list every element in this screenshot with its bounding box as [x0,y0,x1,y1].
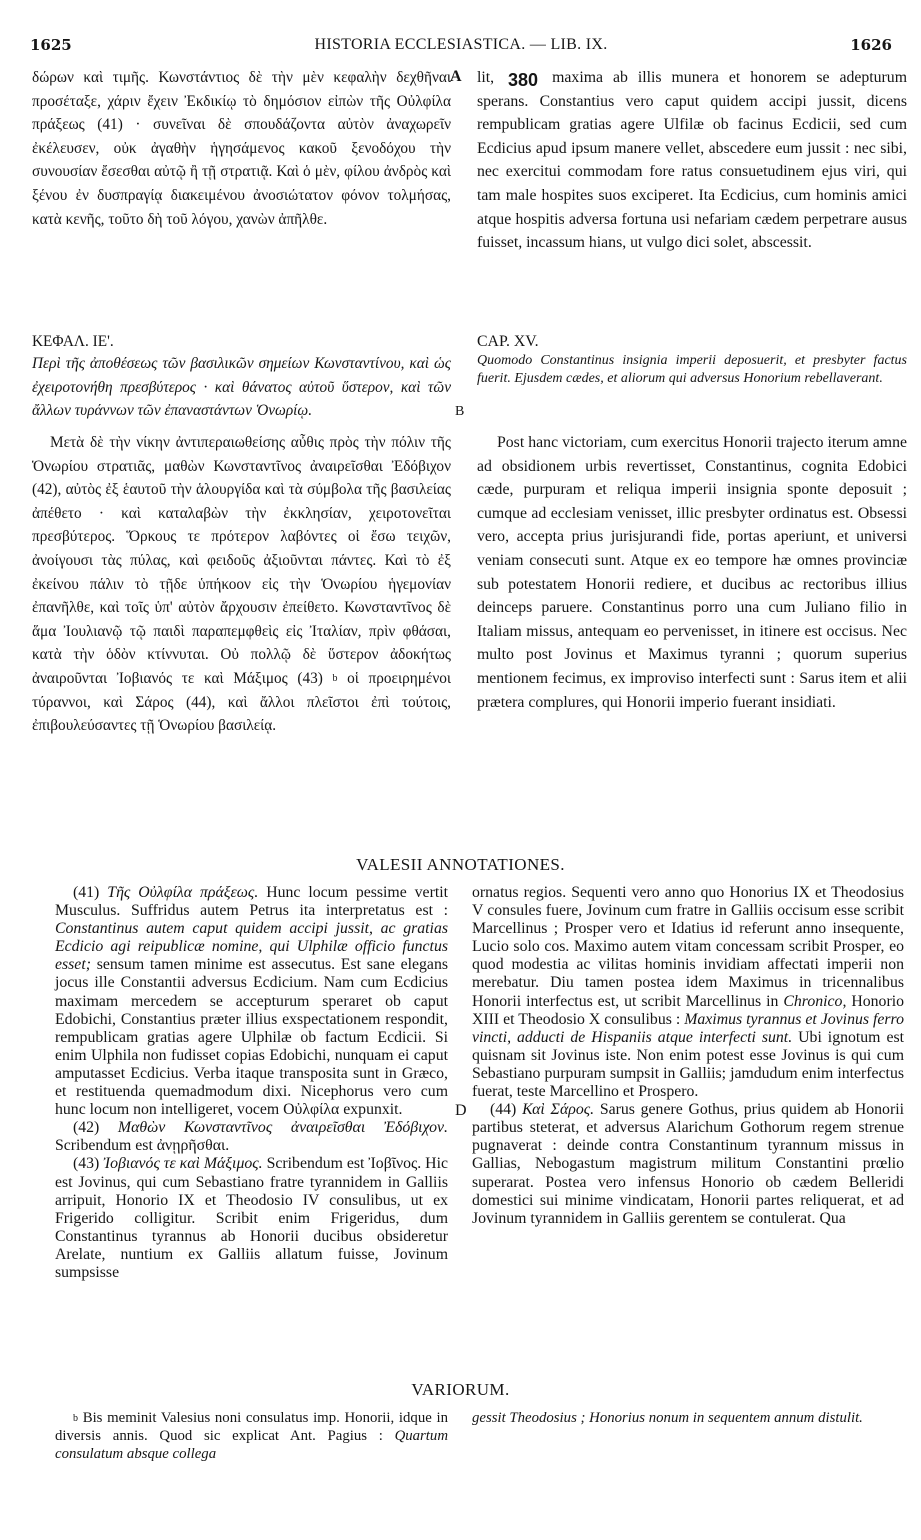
column-number-marker: 380 [508,70,539,90]
annotation-43-continued: ornatus regios. Sequenti vero anno quo Honorius IX et Theodosius V consules fuere, Jovinum cum fratre in Galliis occisum esse scribit Marcellinus ; Prosper vero et Idatius id referunt anno insequente, Lucio solo cos. Maximo autem vitam concessam scribit Prosper, eo quod modestia ac vilitas hominis invidiam affectati imperii non merebatur. Diu tamen postea idem Maximus in tricennalibus Honorii interfectus est, ut scribit Marcellinus in Chronico, Honorio XIII et Theodosio X consulibus : Maximus tyrannus et Jovinus ferro vincti, adducti de Hispaniis atque interfecti sunt. Ubi ignotum est quisnam sit Jovinus iste. Non enim potest esse Jovinus is qui cum Sebastiano purpuram sumpsit in Galliis; jamdudum enim interfectus fuerat, teste Marcellino et Prospero. [472,884,904,1101]
margin-mark-a: A [450,68,462,85]
margin-mark-d: D [455,1102,467,1119]
annotation-41: (41) Τῆς Οὐλφίλα πράξεως. Hunc locum pessime vertit Musculus. Suffridus autem Petrus ita interpretatus est : Constantinus autem caput quidem accipi jussit, ac gratias Ecdicio agi reipublicæ nomine, qui Ulphilæ officio functus esset; sensum tamen minime est assecutus. Est sane elegans jocus ille Constantii adversus Ecdicium. Nam cum Ecdicius maximam mercedem se accepturum speraret ob caput Edobichi, Constantius præter illius exspectationem respondit, rempublicam gratias agere Ulphilæ ob factum Ecdicii. Si enim Ulphila non fudisset copias Edobichi, nunquam ei caput amputasset Ecdicius. Verba itaque transposita sunt in Græco, et restituenda quemadmodum dixi. Nicephorus vero cum hunc locum non intelligeret, vocem Οὐλφίλα expunxit. [55,884,448,1119]
running-title: HISTORIA ECCLESIASTICA. — LIB. IX. [314,36,608,53]
running-header [30,36,892,58]
annotations-title: VALESII ANNOTATIONES. [356,855,565,874]
latin-chapter-heading: CAP. XV. [477,333,539,350]
variorum-left-column: $^b$ Bis meminit Valesius noni consulatus imp. Honorii, idque in diversis annis. Quod sic explicat Ant. Pagius : Quartum consulatum absque collega [55,1410,448,1462]
latin-chapter-summary: Quomodo Constantinus insignia imperii deposuerit, et presbyter factus fuerit. Ejusdem cædes, et aliorum qui adversus Honorium rebellaverant. [477,353,907,386]
page-number-right: 1626 [850,36,892,54]
annotations-left-column [55,884,448,1282]
annotations-right-column [472,884,904,1228]
greek-paragraph-top: δώρων καὶ τιμῆς. Κωνστάντιος δὲ τὴν μὲν κεφαλὴν δεχθῆναι προσέταξε, χάριν ἔχειν Ἐκδικίῳ τὸ δημόσιον εἰπὼν τῆς Οὐλφίλα πράξεως (41) · συνεῖναι δὲ σπουδάζοντα αὐτὸν ἀναχωρεῖν ἐκέλευσεν, οὐκ ἀγαθὴν ἡγησάμενος κακοῦ ξενοδόχου τὴν συνουσίαν ἔσεσθαι αὐτῷ ἢ τῇ στρατιᾷ. Καὶ ὁ μὲν, φίλου ἀνδρὸς καὶ ξένου ἐν δυσπραγίᾳ διακειμένου ἀνοσιώτατον φόνον τολμήσας, κατὰ κενῆς, τοῦτο δὴ τοῦ λόγου, χανὼν ἀπῆλθε. [32,69,451,228]
greek-chapter-heading: ΚΕΦΑΛ. ΙΕ'. [32,333,114,350]
latin-paragraph-top: lit, maxima ab illis munera et honorem se adepturum sperans. Constantius vero caput quidem accipi jussit, dicens rempublicam gratias agere Ulfilæ ob facinus Ecdicii, sed cum Ecdicius apud ipsum manere vellet, abscedere eum jussit : nec sibi, nec exercitui commodam fore ratus consuetudinem ejus viri, qui tam male hospites suos exciperet. Ita Ecdicius, cum hominis amici atque hospitis adversa fortuna usi nefariam cædem perpetrare ausus fuisset, incassum hians, ut vulgo dici solet, abscessit. [477,69,907,252]
margin-mark-b: B [455,404,465,419]
variorum-title: VARIORUM. [411,1380,510,1399]
variorum-mark: b [73,1413,78,1424]
annotation-42: (42) Μαθὼν Κωνσταντῖνος ἀναιρεῖσθαι Ἐδόβιχον. Scribendum est ἀνῃρῆσθαι. [55,1119,448,1155]
annotation-43: (43) Ἰοβιανός τε καὶ Μάξιμος. Scribendum est Ἰοβῖνος. Hic est Jovinus, qui cum Sebastiano fratre tyrannidem in Galliis arripuit, Honorio IX et Theodosio IV consulibus, ut ex Frigerido colligitur. Scribit enim Frigeridus, dum Constantinus tyrannus ab Honorii ducibus obsideretur Arelate, nuntium ex Galliis allatum fuisse, Jovinum sumpsisse [55,1155,448,1281]
latin-paragraph-body: Post hanc victoriam, cum exercitus Honorii trajecto iterum amne ad obsidionem urbis revertisset, Constantinus, cognita Edobici cæde, purpuram et reliqua imperii insignia sponte deposuit ; cumque ad ecclesiam venisset, illic presbyter ordinatus est. Obsessi vero, accepta prius jurisjurandi fide, portas aperiunt, et universi veniam consecuti sunt. Atque ex eo tempore hæ omnes provinciæ sub potestatem Honorii rediere, et ducibus ac rectoribus illius deinceps paruere. Constantinus porro una cum Juliano filio in Italiam missus, antequam eo pervenisset, in itinere est occisus. Nec multo post Jovinus et Maximus tyranni ; quorum superius mentionem fecimus, ex improviso interfecti sunt : Sarus item et alii prætera complures, qui Honorii imperio fuerant insidiati. [477,434,907,711]
variorum-right-column: gessit Theodosius ; Honorius nonum in sequentem annum distulit. [472,1410,863,1426]
annotation-44: (44) Καὶ Σάρος. Sarus genere Gothus, prius quidem ab Honorii partibus steterat, et adversus Alarichum Gothorum regem strenue pugnaverat : deinde contra Constantinum tyrannum missus in Gallias, Nebogastum magistrum militum Constantini prœlio superarat. Postea vero infensus Honorio ob cædem Belleridi domestici sui minime vindicatam, Honorii partes reliquerat, et ad Jovinum tyrannidem in Galliis gerentem se contulerat. Qua [472,1101,904,1227]
greek-chapter-summary: Περὶ τῆς ἀποθέσεως τῶν βασιλικῶν σημείων Κωνσταντίνου, καὶ ὡς ἐχειροτονήθη πρεσβύτερος · καὶ θάνατος αὐτοῦ ὕστερον, καὶ τῶν ἄλλων τυράννων τῶν ἐπαναστάντων Ὁνωρίῳ. [32,355,451,420]
greek-paragraph-body: Μετὰ δὲ τὴν νίκην ἀντιπεραιωθείσης αὖθις πρὸς τὴν πόλιν τῆς Ὁνωρίου στρατιᾶς, μαθὼν Κωνσταντῖνος ἀναιρεῖσθαι Ἐδόβιχον (42), αὐτὸς ἐξ ἑαυτοῦ τὴν ἁλουργίδα καὶ τὰ σύμβολα τῆς βασιλείας ἀπέθετο · καὶ καταλαβὼν τὴν ἐκκλησίαν, χειροτονεῖται πρεσβύτερος. Ὅρκους τε πρότερον λαβόντες οἱ ἔσω τειχῶν, ἀνοίγουσι τὰς πύλας, καὶ φειδοῦς ἀξιοῦνται πάντες. Καὶ τὸ ἐξ ἐκείνου πάλιν τὸ τῇδε ὑπήκοον εἰς τὴν Ὁνωρίου ἡγεμονίαν ἐπανῆλθε, καὶ τοῖς ὑπ' αὐτὸν ἄρχουσιν ἐπείθετο. Κωνσταντῖνος δὲ ἅμα Ἰουλιανῷ τῷ παιδὶ παραπεμφθεὶς εἰς Ἰταλίαν, πρὶν φθάσαι, κατὰ τὴν ὁδὸν κτίννυται. Οὐ πολλῷ δὲ ὕστερον ἀδοκήτως ἀναιροῦνται Ἰοβιανός τε καὶ Μάξιμος (43) $^b$ οἱ προειρημένοι τύραννοι, καὶ Σάρος (44), καὶ ἄλλοι πλεῖστοι ἐπὶ τούτοις, ἐπιβουλεύσαντες τῇ Ὁνωρίου βασιλείᾳ. [32,434,452,735]
page-number-left: 1625 [30,36,72,54]
footnote-mark: b [332,672,338,684]
latin-opening-word: lit, [477,69,495,86]
